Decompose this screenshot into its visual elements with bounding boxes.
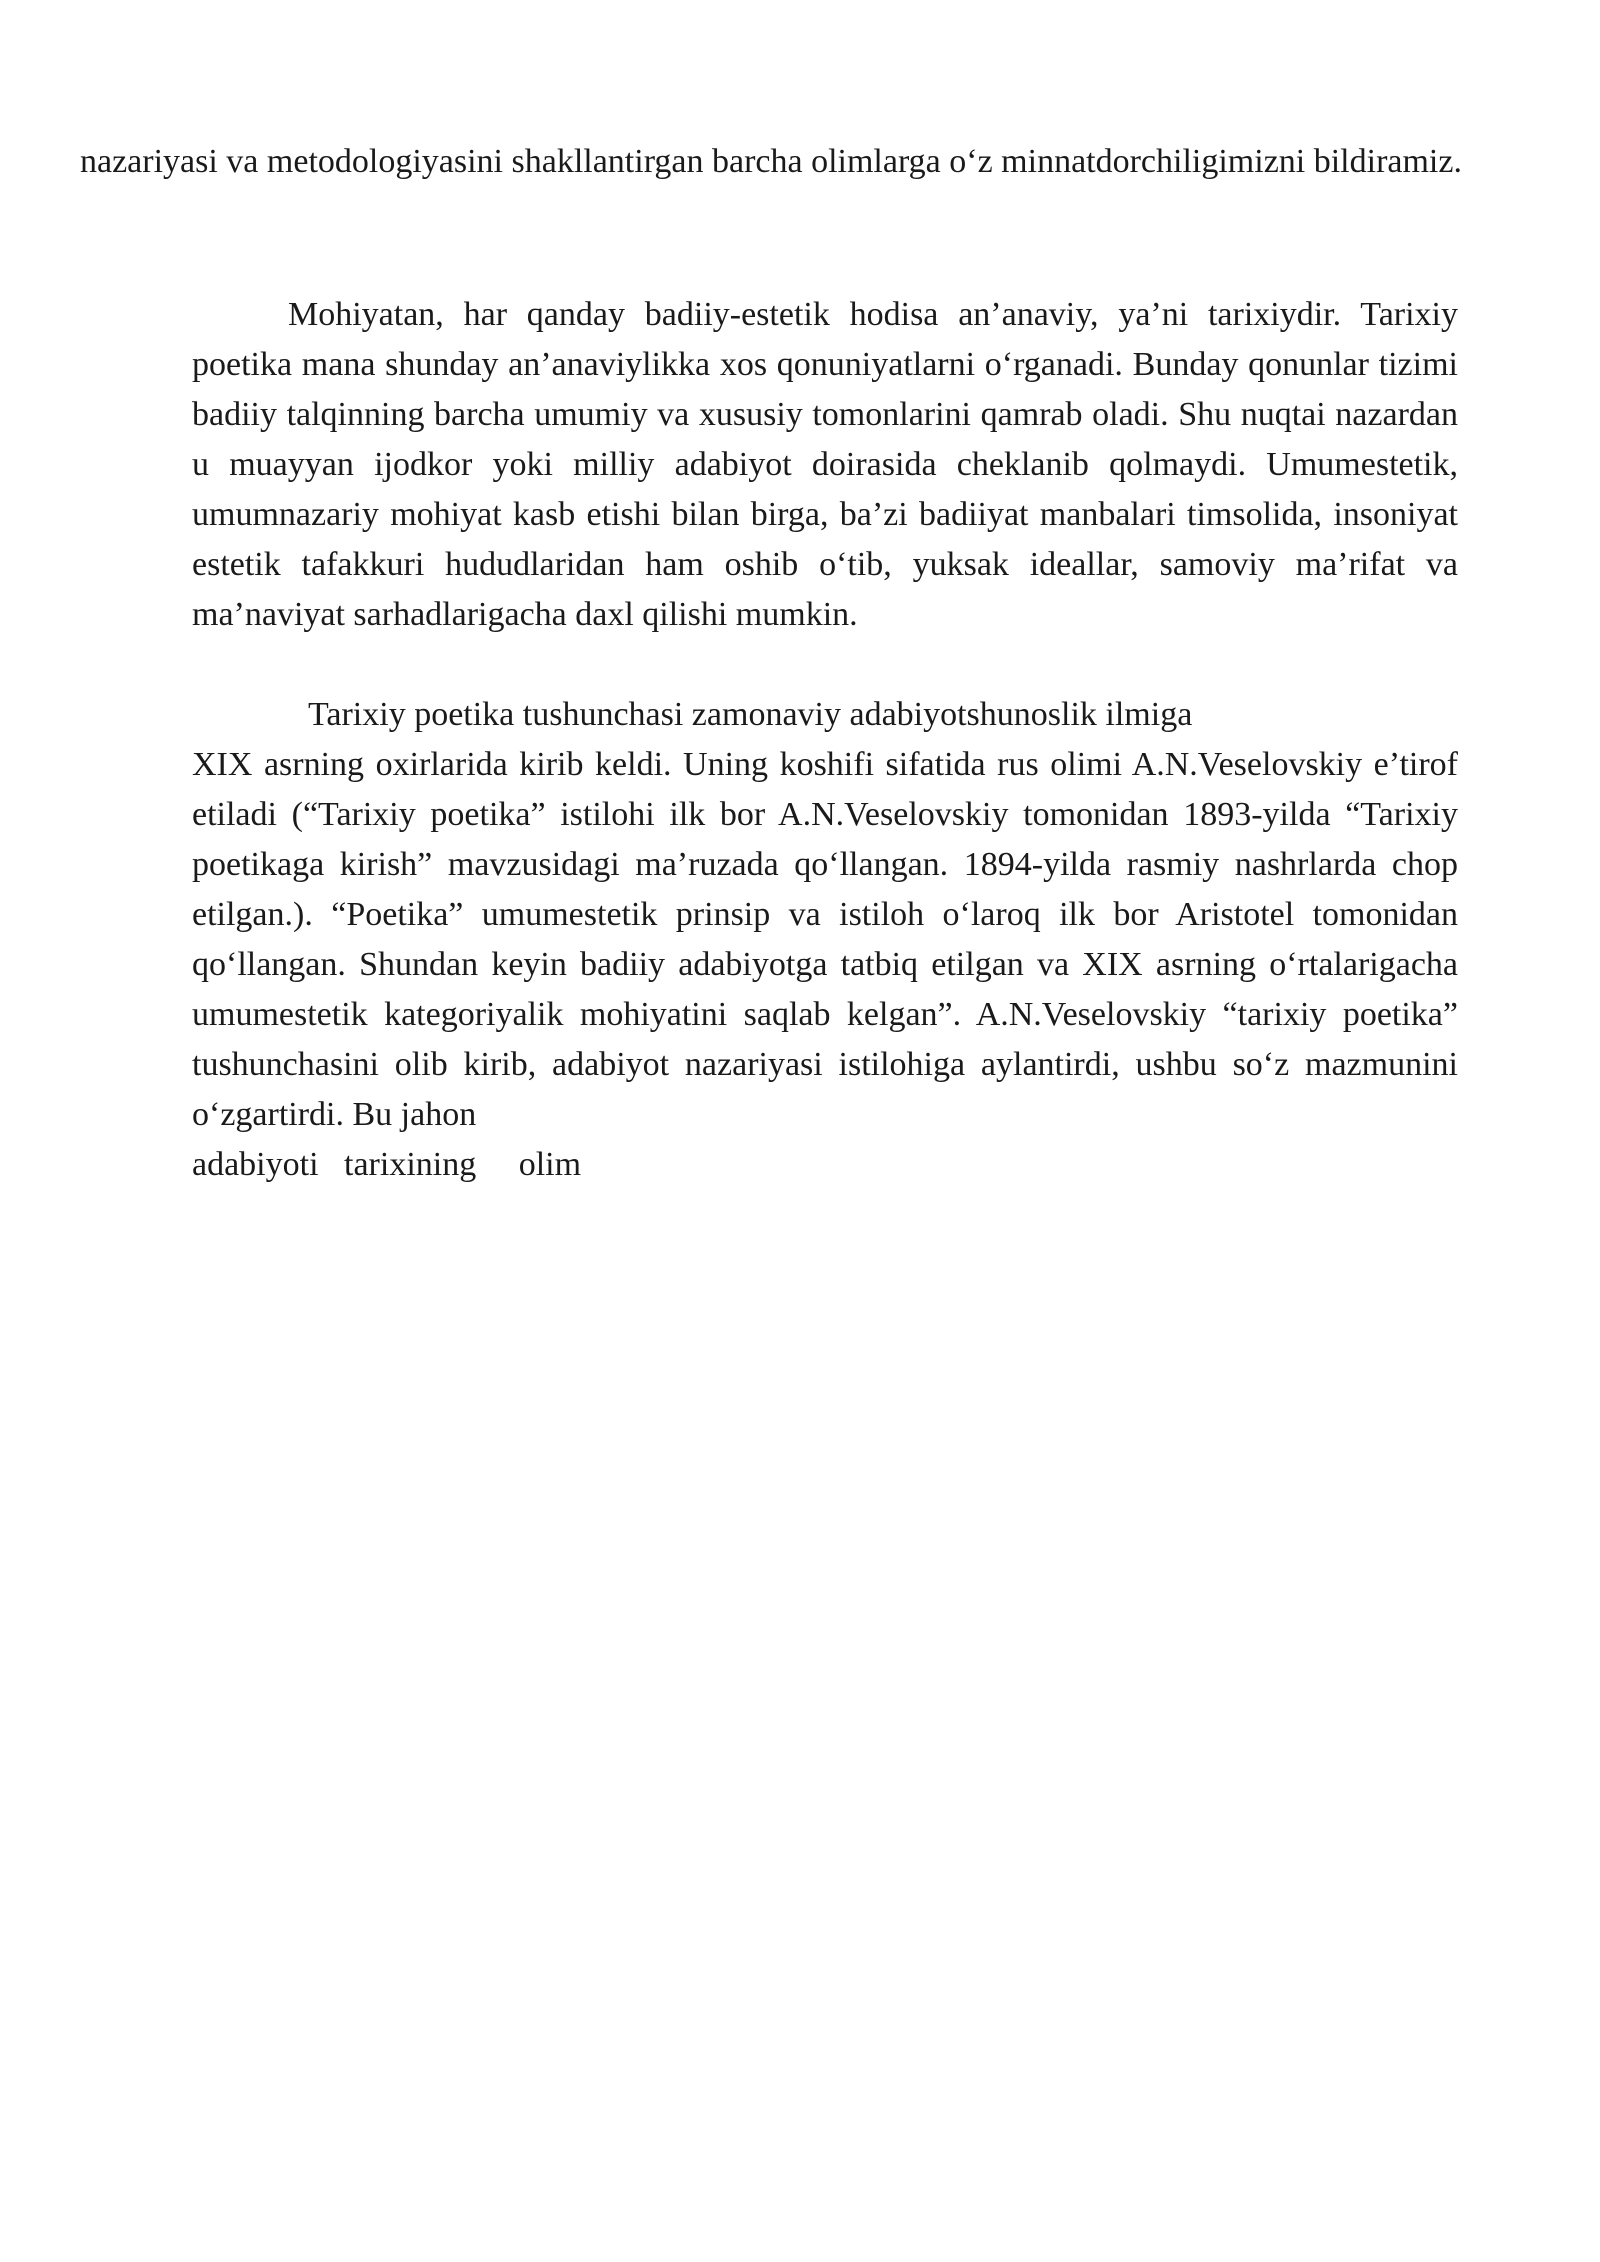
paragraph-intro-tail: nazariyasi va metodologiyasini shakllantirgan barcha olimlarga o‘z minnatdorchiligimizni bildiramiz. [80,143,1462,180]
paragraph-history-body: XIX asrning oxirlarida kirib keldi. Uning koshifi sifatida rus olimi A.N.Veselovskiy e’tirof etiladi (“Tarixiy poetika” istilohi ilk bor A.N.Veselovskiy tomonidan 1893-yilda “Tarixiy poetikaga kirish” mavzusidagi ma’ruzada qo‘llangan. 1894-yilda rasmiy nashrlarda chop etilgan.). “Poetika” umumestetik prinsip va istiloh o‘laroq ilk bor Aristotel tomonidan qo‘llangan. Shundan keyin badiiy adabiyotga tatbiq etilgan va XIX asrning o‘rtalarigacha umumestetik kategoriyalik mohiyatini saqlab kelgan”. A.N.Veselovskiy “tarixiy poetika” tushunchasini olib kirib, adabiyot nazariyasi istilohiga aylantirdi, ushbu so‘z mazmunini o‘zgartirdi. Bu jahon [192,746,1458,1133]
paragraph-history [192,690,1458,1140]
paragraph-history-first-line: Tarixiy poetika tushunchasi zamonaviy adabiyotshunoslik ilmiga [308,696,1193,733]
paragraph-tail-fragment: adabiyoti tarixining olim [192,1146,582,1183]
paragraph-essence: Mohiyatan, har qanday badiiy-estetik hodisa an’anaviy, ya’ni tarixiydir. Tarixiy poetika mana shunday an’anaviylikka xos qonuniyatlarni o‘rganadi. Bunday qonunlar tizimi badiiy talqinning barcha umumiy va xususiy tomonlarini qamrab oladi. Shu nuqtai nazardan u muayyan ijodkor yoki milliy adabiyot doirasida cheklanib qolmaydi. Umumestetik, umumnazariy mohiyat kasb etishi bilan birga, ba’zi badiiyat manbalari timsolida, insoniyat estetik tafakkuri hududlaridan ham oshib o‘tib, yuksak ideallar, samoviy ma’rifat va ma’naviyat sarhadlarigacha daxl qilishi mumkin. [192,296,1458,633]
